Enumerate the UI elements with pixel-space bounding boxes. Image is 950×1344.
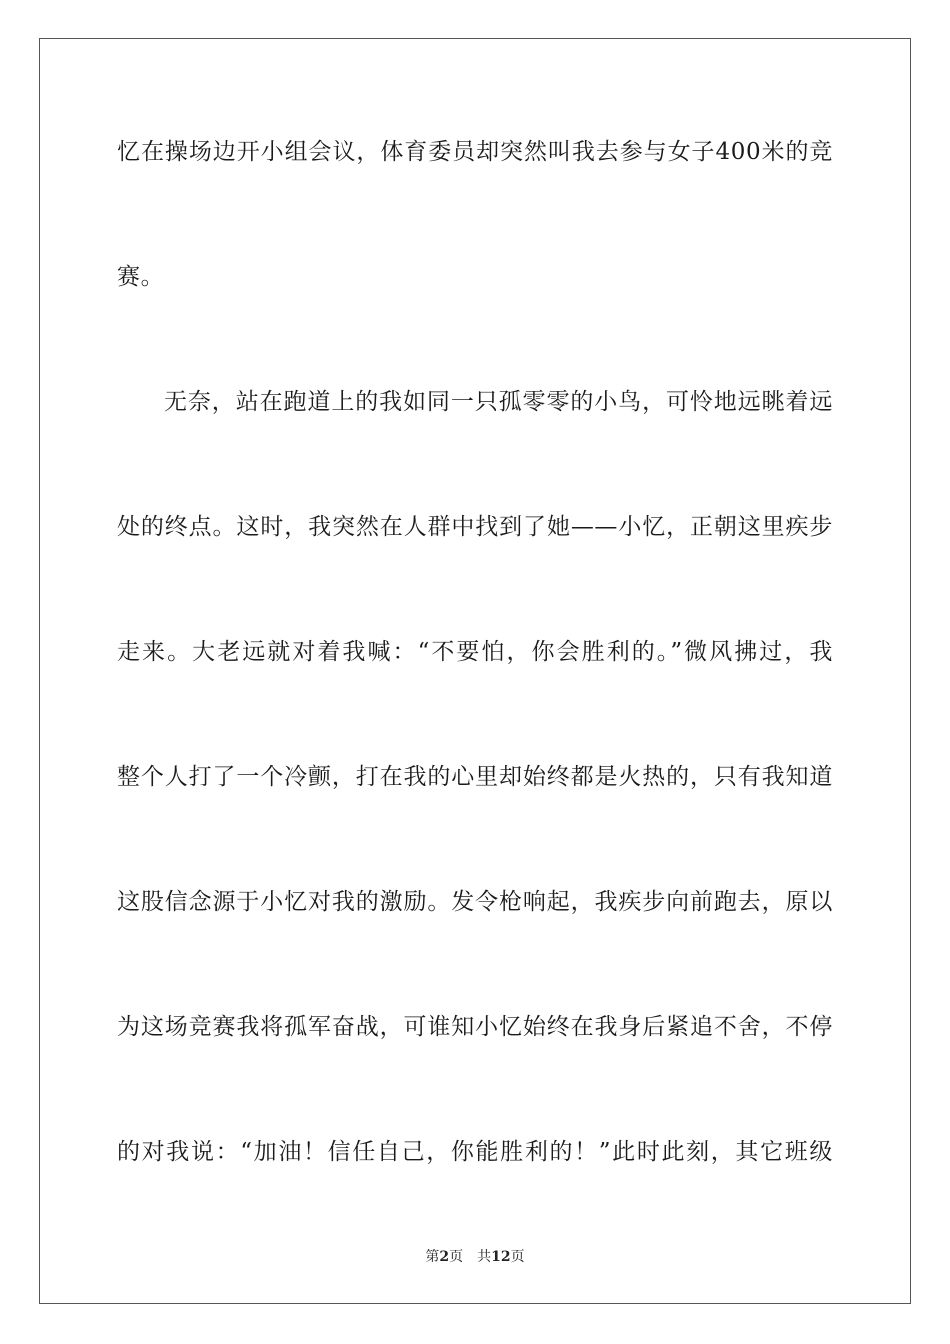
body-line-6: 整个人打了一个冷颤，打在我的心里却始终都是火热的，只有我知道 (117, 764, 833, 790)
body-line-3: 无奈，站在跑道上的我如同一只孤零零的小鸟，可怜地远眺着远 (164, 389, 833, 415)
body-line-4: 处的终点。这时，我突然在人群中找到了她——小忆，正朝这里疾步 (117, 514, 833, 540)
body-line-2: 赛。 (117, 264, 165, 290)
footer-page-prefix: 第 (425, 1249, 440, 1265)
body-line-1: 忆在操场边开小组会议，体育委员却突然叫我去参与女子400米的竞 (117, 139, 833, 165)
body-line-9: 的对我说：“加油！信任自己，你能胜利的！”此时此刻，其它班级 (117, 1139, 833, 1165)
page-footer (0, 1248, 950, 1266)
footer-total-pages: 12 (491, 1249, 511, 1265)
footer-page-number: 2 (439, 1249, 450, 1265)
footer-total-suffix: 页 (510, 1249, 525, 1265)
page-frame (39, 38, 911, 1304)
body-line-8: 为这场竞赛我将孤军奋战，可谁知小忆始终在我身后紧追不舍，不停 (117, 1014, 833, 1040)
footer-page-suffix: 页 (449, 1249, 464, 1265)
footer-total-prefix: 共 (477, 1249, 492, 1265)
body-line-7: 这股信念源于小忆对我的激励。发令枪响起，我疾步向前跑去，原以 (117, 889, 833, 915)
body-line-5: 走来。大老远就对着我喊：“不要怕，你会胜利的。”微风拂过，我 (117, 639, 833, 665)
